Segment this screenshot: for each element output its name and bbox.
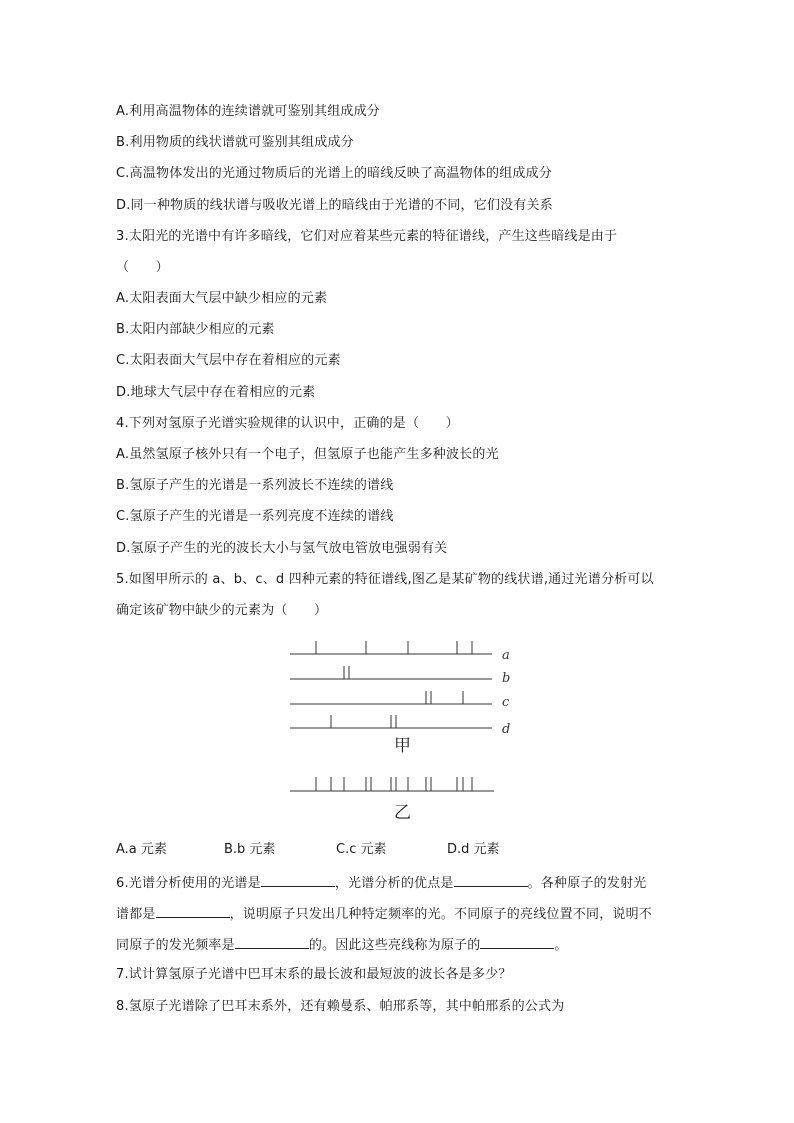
q2-option-d: D.同一种物质的线状谱与吸收光谱上的暗线由于光谱的不同，它们没有关系: [116, 198, 553, 213]
q6-text-5: ，说明原子只发出几种特定频率的光。不同原子的亮线位置不同，说明不: [229, 907, 653, 922]
q3-stem: 3.太阳光的光谱中有许多暗线，它们对应着某些元素的特征谱线，产生这些暗线是由于: [116, 229, 618, 244]
q3-answer-paren: （ ）: [116, 260, 169, 275]
q6-line3: [116, 936, 568, 954]
row-label-a: a: [502, 648, 510, 663]
q3-option-b: B.太阳内部缺少相应的元素: [116, 322, 275, 337]
q2-option-c: C.高温物体发出的光通过物质后的光谱上的暗线反映了高温物体的组成成分: [116, 166, 553, 181]
q5-stem-line2: 确定该矿物中缺少的元素为（ ）: [116, 603, 328, 618]
spectral-lines-figure: [280, 636, 520, 826]
q4-stem: 4.下列对氢原子光谱实验规律的认识中，正确的是（ ）: [116, 416, 459, 431]
q5-option-c: C.c 元素: [336, 842, 387, 857]
q5-stem-line1: 5.如图甲所示的 a、b、c、d 四种元素的特征谱线,图乙是某矿物的线状谱,通过光谱分析可以: [116, 572, 654, 587]
q5-option-a: A.a 元素: [116, 842, 167, 857]
q6-text-3: 。各种原子的发射光: [527, 876, 647, 891]
q6-text-8: 。: [554, 938, 568, 953]
q8-stem: 8.氢原子光谱除了巴耳末系外，还有赖曼系、帕邢系等，其中帕邢系的公式为: [116, 999, 565, 1014]
q7-stem: 7.试计算氢原子光谱中巴耳末系的最长波和最短波的波长各是多少？: [116, 967, 512, 982]
q6-line2: [116, 905, 652, 923]
q2-option-a: A.利用高温物体的连续谱就可鉴别其组成成分: [116, 104, 380, 119]
row-label-d: d: [502, 722, 511, 737]
q6-blank-4[interactable]: [235, 936, 309, 949]
q6-blank-3[interactable]: [156, 905, 230, 918]
q3-option-c: C.太阳表面大气层中存在着相应的元素: [116, 353, 341, 368]
mineral-spectrum: [290, 777, 494, 791]
spectrum-row-c: [290, 691, 510, 710]
q6-line1: [116, 874, 646, 892]
q6-text-2: ，光谱分析的优点是: [334, 876, 454, 891]
spectrum-row-a: [290, 641, 510, 663]
q3-option-a: A.太阳表面大气层中缺少相应的元素: [116, 291, 328, 306]
row-label-c: c: [502, 695, 510, 710]
q4-option-b: B.氢原子产生的光谱是一系列波长不连续的谱线: [116, 478, 394, 493]
spectrum-row-b: [290, 666, 510, 686]
figure-caption-jia: 甲: [394, 736, 411, 756]
q5-option-b: B.b 元素: [224, 842, 276, 857]
q3-option-d: D.地球大气层中存在着相应的元素: [116, 385, 316, 400]
row-label-b: b: [502, 671, 511, 686]
q6-text-7: 的。因此这些亮线称为原子的: [308, 938, 481, 953]
q6-text-6: 同原子的发光频率是: [116, 938, 235, 953]
q4-option-c: C.氢原子产生的光谱是一系列亮度不连续的谱线: [116, 509, 394, 524]
q6-blank-5[interactable]: [480, 936, 554, 949]
q6-text-4: 谱都是: [116, 907, 156, 922]
q6-blank-1[interactable]: [261, 874, 335, 887]
spectrum-row-d: [290, 715, 510, 737]
q5-option-d: D.d 元素: [447, 842, 500, 857]
q6-blank-2[interactable]: [454, 874, 528, 887]
q4-option-d: D.氢原子产生的光的波长大小与氢气放电管放电强弱有关: [116, 541, 448, 556]
q2-option-b: B.利用物质的线状谱就可鉴别其组成成分: [116, 135, 354, 150]
q6-text-1: 6.光谱分析使用的光谱是: [116, 876, 261, 891]
figure-caption-yi: 乙: [394, 803, 411, 823]
q4-option-a: A.虽然氢原子核外只有一个电子，但氢原子也能产生多种波长的光: [116, 447, 499, 462]
